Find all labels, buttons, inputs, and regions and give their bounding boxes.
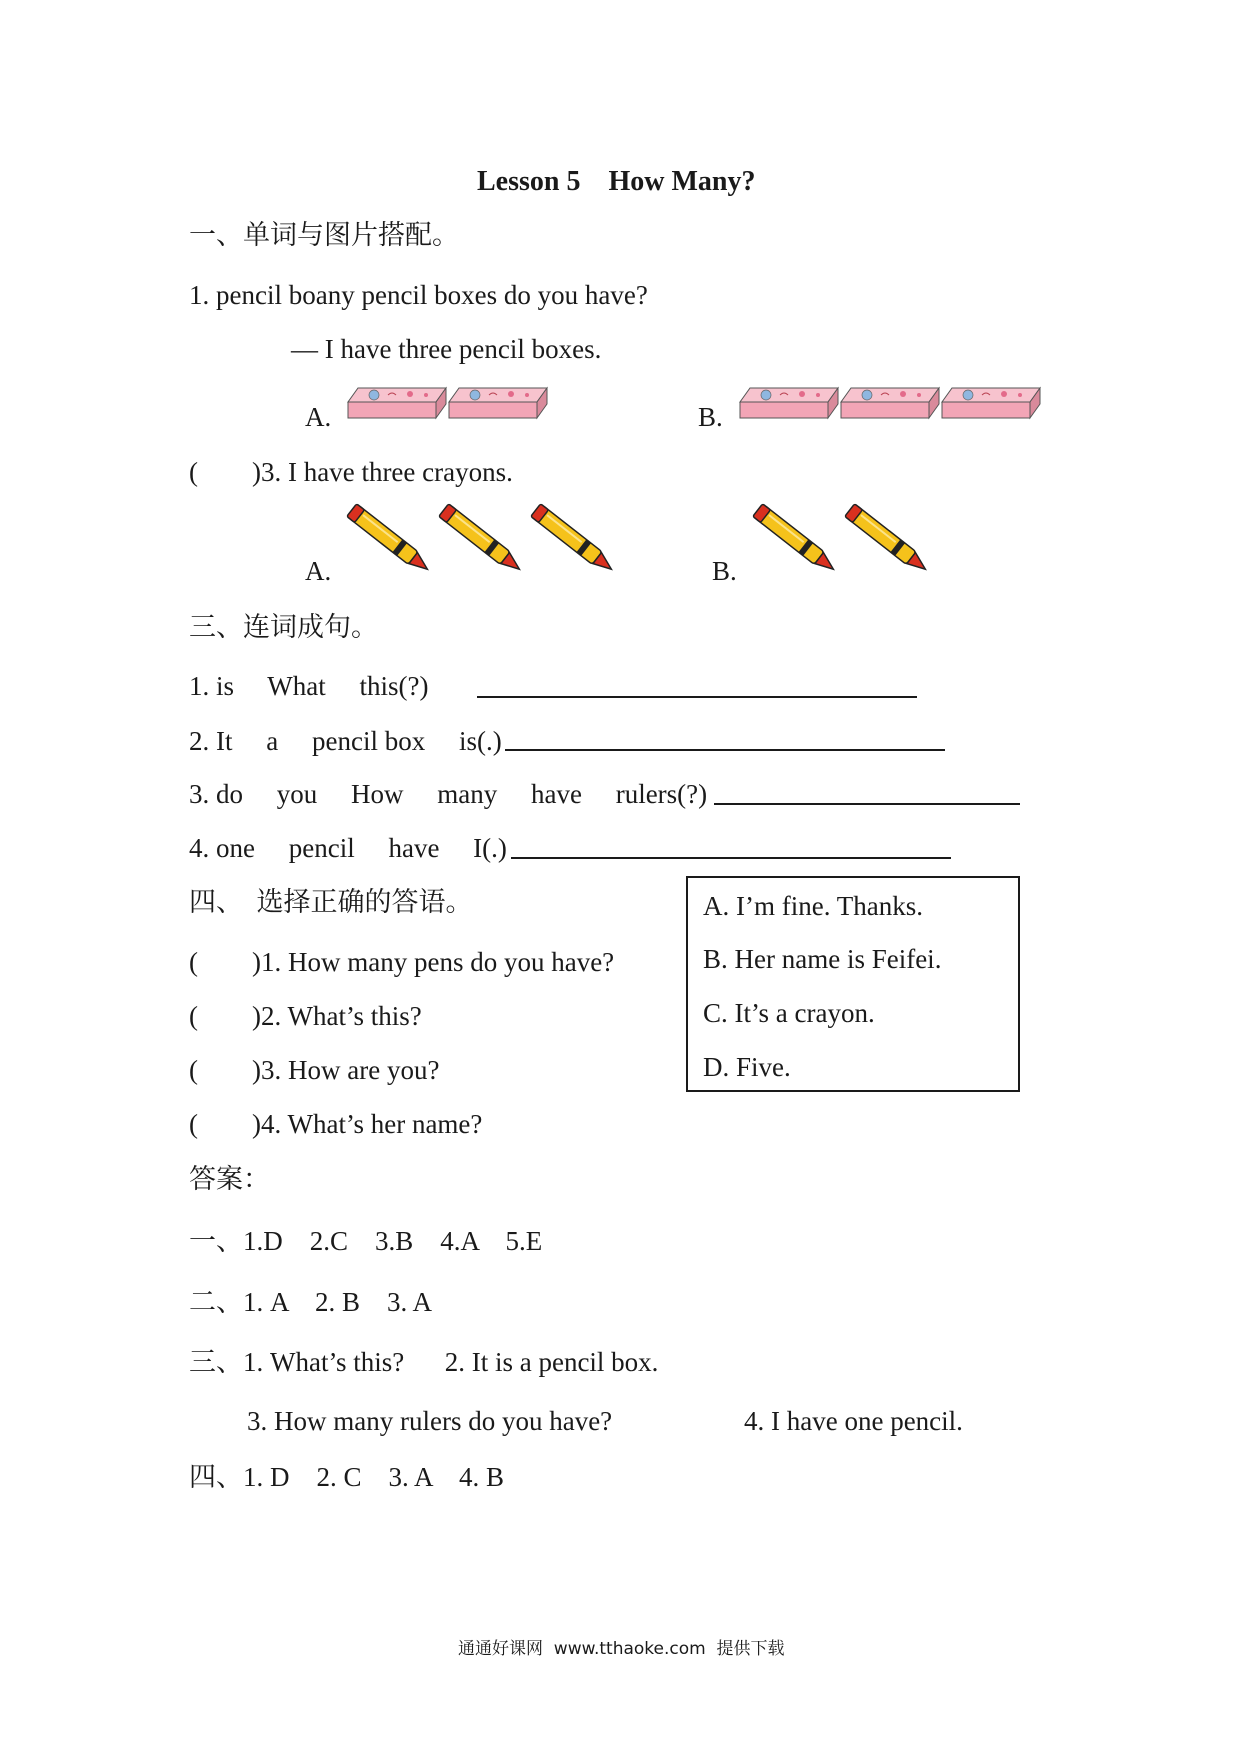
pencil-box-icon bbox=[449, 388, 547, 418]
part1-question-1: 1. pencil boany pencil boxes do you have? bbox=[189, 280, 648, 310]
part1-question-3: ( )3. I have three crayons. bbox=[189, 457, 513, 487]
pencil-box-icon bbox=[942, 388, 1040, 418]
answers-part-3-line-2-right: 4. I have one pencil. bbox=[744, 1406, 963, 1436]
q3-option-a-image bbox=[348, 505, 628, 585]
option-c: C. It’s a crayon. bbox=[703, 998, 875, 1028]
answers-heading: 答案： bbox=[189, 1164, 270, 1194]
q1-option-a-image bbox=[348, 386, 553, 426]
q3-option-b-image bbox=[754, 505, 944, 585]
part4-question-1: ( )1. How many pens do you have? bbox=[189, 947, 615, 977]
answers-part-4: 四、1. D 2. C 3. A 4. B bbox=[189, 1462, 505, 1492]
footer-source: 通通好课网 www.tthaoke.com 提供下载 bbox=[458, 1639, 785, 1659]
answers-part-2: 二、1. A 2. B 3. A bbox=[189, 1287, 433, 1317]
answers-part-3-line-2-left: 3. How many rulers do you have? bbox=[247, 1406, 613, 1436]
crayon-icon bbox=[347, 504, 432, 576]
answer-line-2[interactable] bbox=[505, 749, 945, 751]
pencil-box-icon bbox=[740, 388, 838, 418]
q1-option-b-label: B. bbox=[698, 402, 723, 432]
part3-item-1: 1. is What this(?) bbox=[189, 671, 429, 701]
q1-option-b-image bbox=[740, 386, 1045, 426]
part3-item-3: 3. do you How many have rulers(?) bbox=[189, 779, 708, 809]
part3-item-4: 4. one pencil have I(.) bbox=[189, 833, 507, 863]
answer-line-4[interactable] bbox=[511, 857, 951, 859]
part4-question-2: ( )2. What’s this? bbox=[189, 1001, 422, 1031]
answer-line-1[interactable] bbox=[477, 696, 917, 698]
answers-part-1: 一、1.D 2.C 3.B 4.A 5.E bbox=[189, 1226, 543, 1256]
crayon-icon bbox=[753, 504, 838, 576]
crayon-icon-group bbox=[754, 505, 938, 585]
answer-line-3[interactable] bbox=[714, 803, 1020, 805]
q3-option-b-label: B. bbox=[712, 556, 737, 586]
part4-question-4: ( )4. What’s her name? bbox=[189, 1109, 483, 1139]
part1-question-1-answer: — I have three pencil boxes. bbox=[291, 334, 602, 364]
answers-part-3-line-1: 三、1. What’s this? 2. It is a pencil box. bbox=[189, 1347, 659, 1377]
part4-heading: 四、 选择正确的答语。 bbox=[189, 887, 473, 917]
page-title: Lesson 5 How Many? bbox=[477, 166, 756, 197]
crayon-icon bbox=[439, 504, 524, 576]
pencil-box-icon bbox=[841, 388, 939, 418]
option-b: B. Her name is Feifei. bbox=[703, 944, 942, 974]
crayon-icon bbox=[531, 504, 616, 576]
q1-option-a-label: A. bbox=[305, 402, 332, 432]
part4-question-3: ( )3. How are you? bbox=[189, 1055, 440, 1085]
option-d: D. Five. bbox=[703, 1052, 791, 1082]
pencil-box-icon-group bbox=[348, 386, 552, 426]
crayon-icon-group bbox=[348, 505, 624, 585]
crayon-icon bbox=[845, 504, 930, 576]
option-a: A. I’m fine. Thanks. bbox=[703, 891, 923, 921]
part3-item-2: 2. It a pencil box is(.) bbox=[189, 726, 502, 756]
pencil-box-icon bbox=[348, 388, 446, 418]
part1-heading: 一、单词与图片搭配。 bbox=[189, 220, 459, 250]
q3-option-a-label: A. bbox=[305, 556, 332, 586]
part3-heading: 三、连词成句。 bbox=[189, 612, 378, 642]
pencil-box-icon-group bbox=[740, 386, 1046, 426]
